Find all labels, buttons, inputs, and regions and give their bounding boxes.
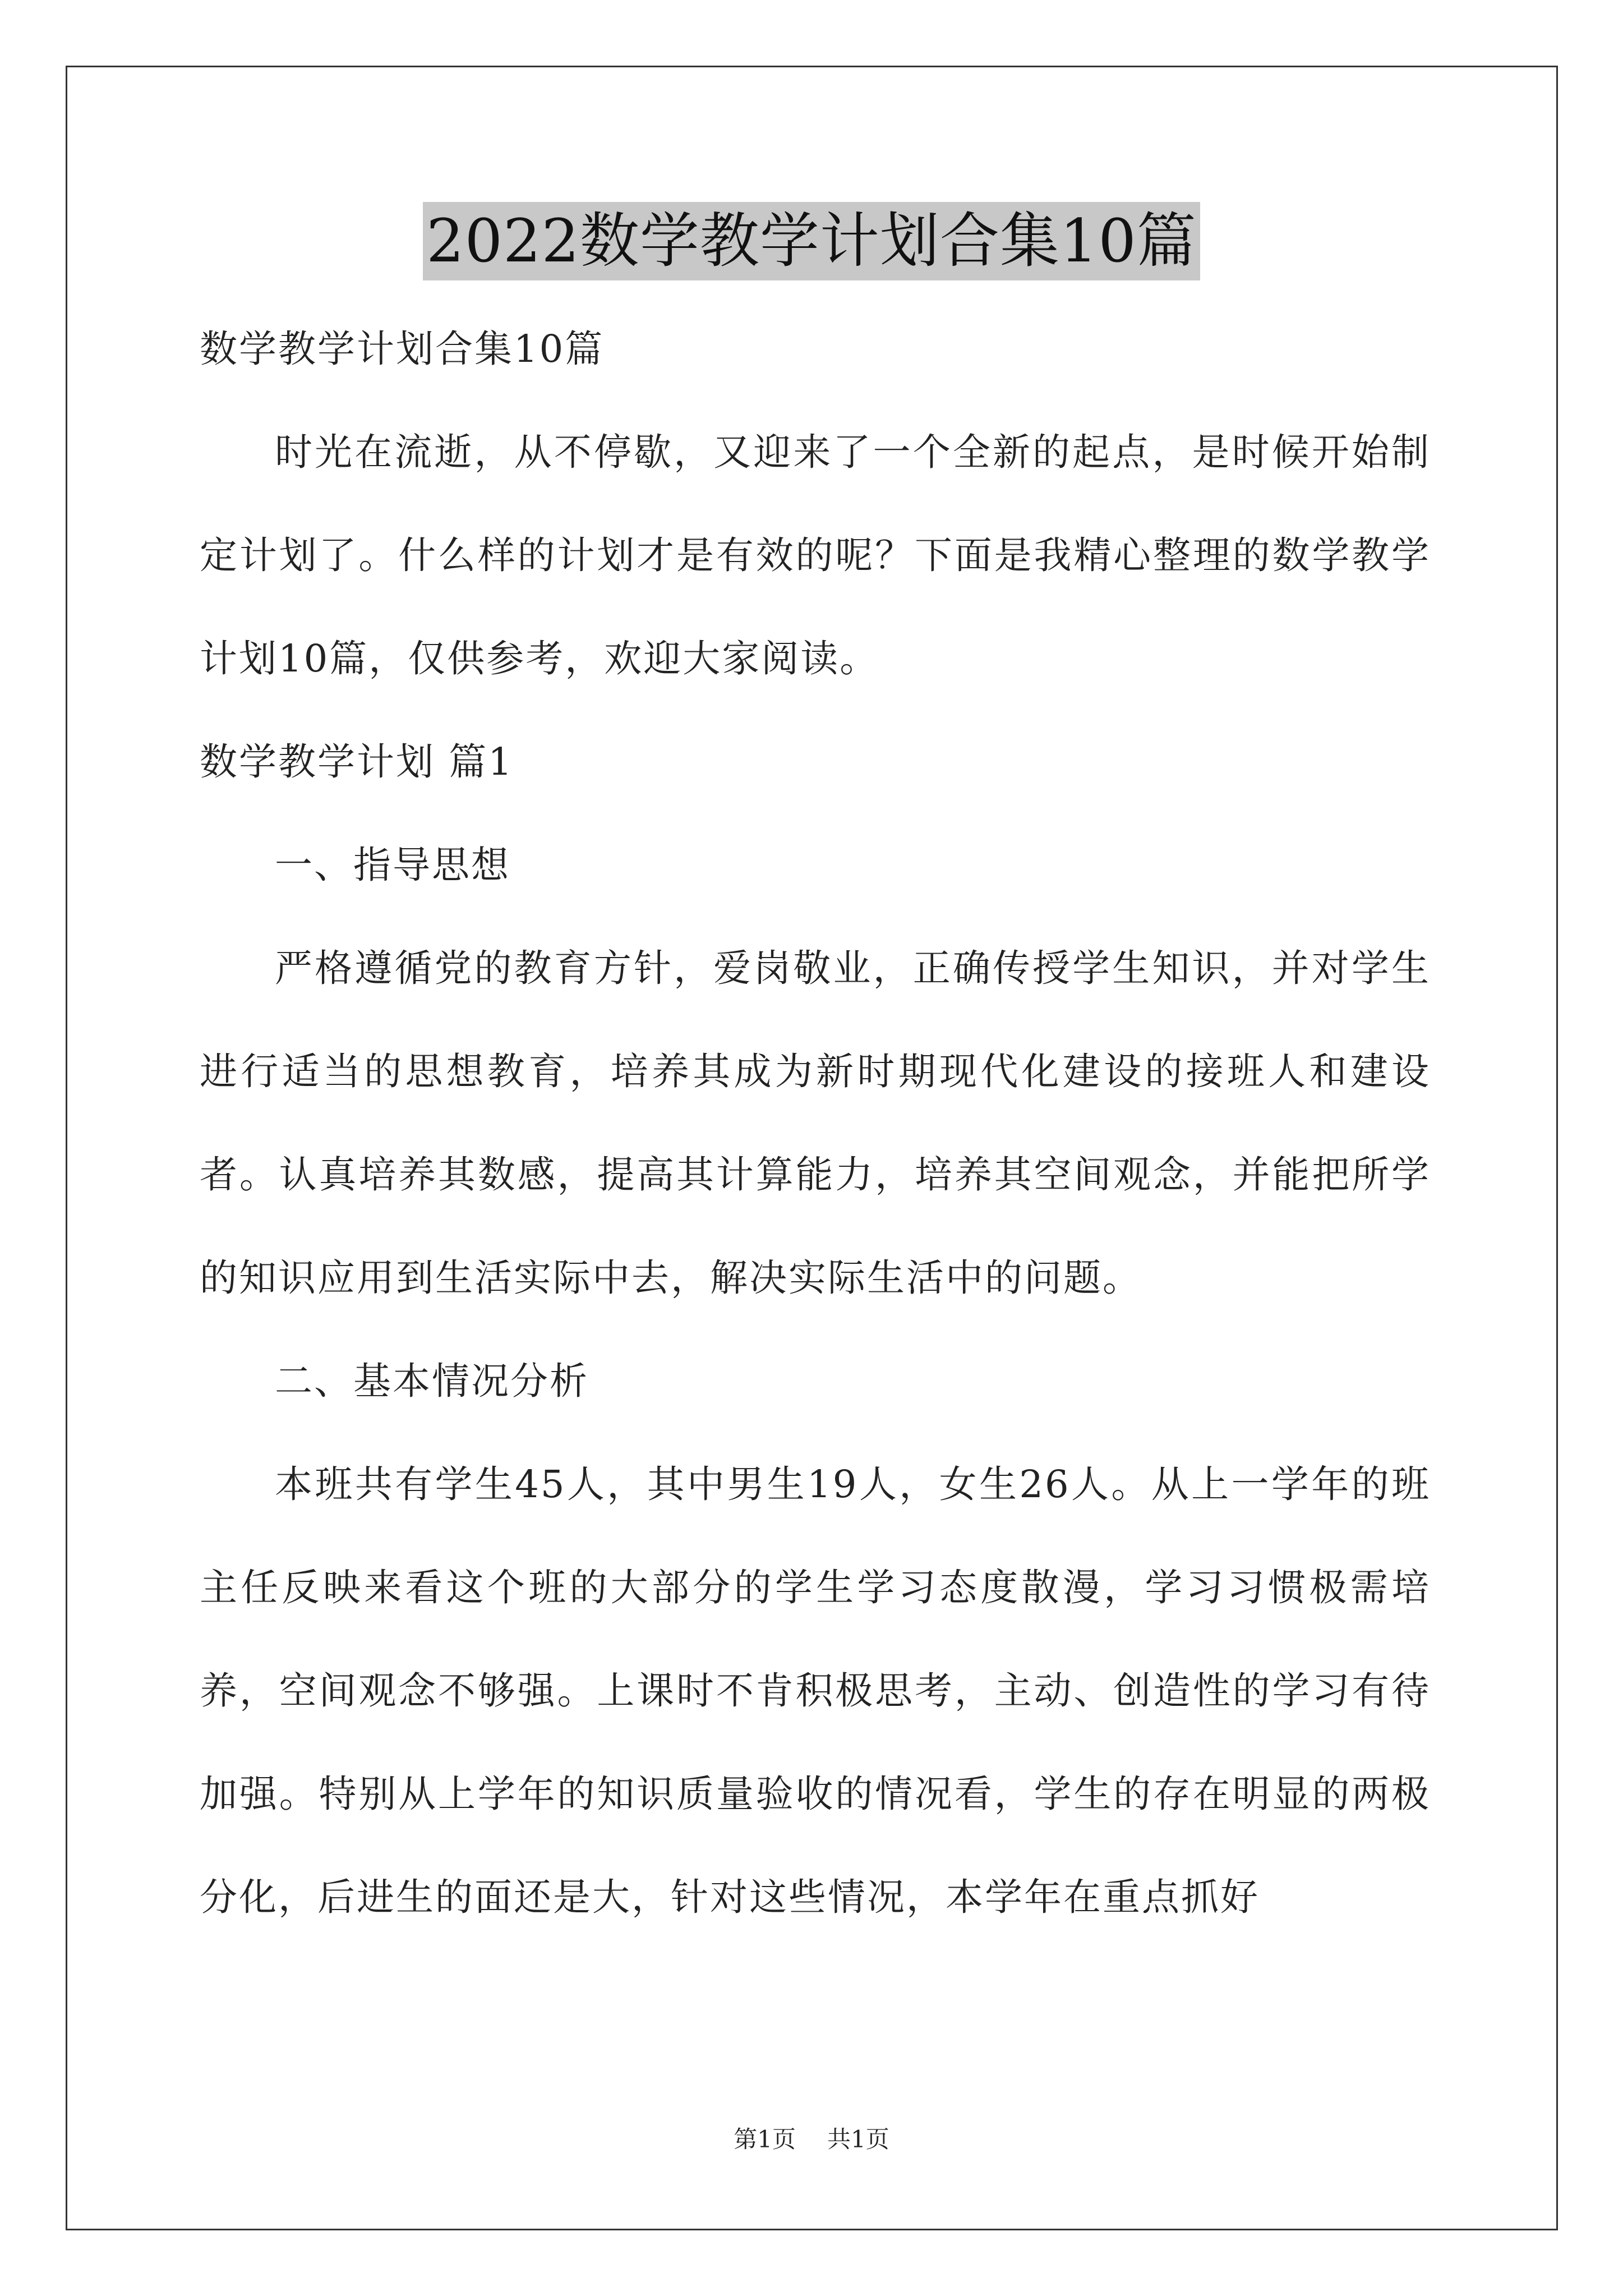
section-heading-part-1: 数学教学计划 篇1 xyxy=(200,740,514,784)
intro-paragraph: 时光在流逝，从不停歇，又迎来了一个全新的起点，是时候开始制定计划了。什么样的计划才是有效的呢？下面是我精心整理的数学教学计划10篇，仅供参考，欢迎大家阅读。 xyxy=(200,430,1431,680)
paragraph-situation-analysis: 本班共有学生45人，其中男生19人，女生26人。从上一学年的班主任反映来看这个班的大部分的学生学习态度散漫，学习习惯极需培养，空间观念不够强。上课时不肯积极思考，主动、创造性的学习有待加强。特别从上学年的知识质量验收的情况看，学生的存在明显的两极分化，后进生的面还是大，针对这些情况，本学年在重点抓好 xyxy=(200,1462,1431,1919)
page-number-total: 共1页 xyxy=(827,2125,889,2153)
document-body xyxy=(200,297,1431,1949)
heading-situation-analysis: 二、基本情况分析 xyxy=(275,1359,589,1403)
page-number-current: 第1页 xyxy=(734,2125,796,2153)
page-footer xyxy=(0,2124,1623,2155)
document-title: 2022数学教学计划合集10篇 xyxy=(423,202,1200,280)
heading-guiding-ideology: 一、指导思想 xyxy=(275,843,510,887)
title-container xyxy=(0,202,1623,280)
document-subtitle: 数学教学计划合集10篇 xyxy=(200,327,605,371)
paragraph-guiding-ideology: 严格遵循党的教育方针，爱岗敬业，正确传授学生知识，并对学生进行适当的思想教育，培养其成为新时期现代化建设的接班人和建设者。认真培养其数感，提高其计算能力，培养其空间观念，并能把所学的知识应用到生活实际中去，解决实际生活中的问题。 xyxy=(200,946,1431,1300)
